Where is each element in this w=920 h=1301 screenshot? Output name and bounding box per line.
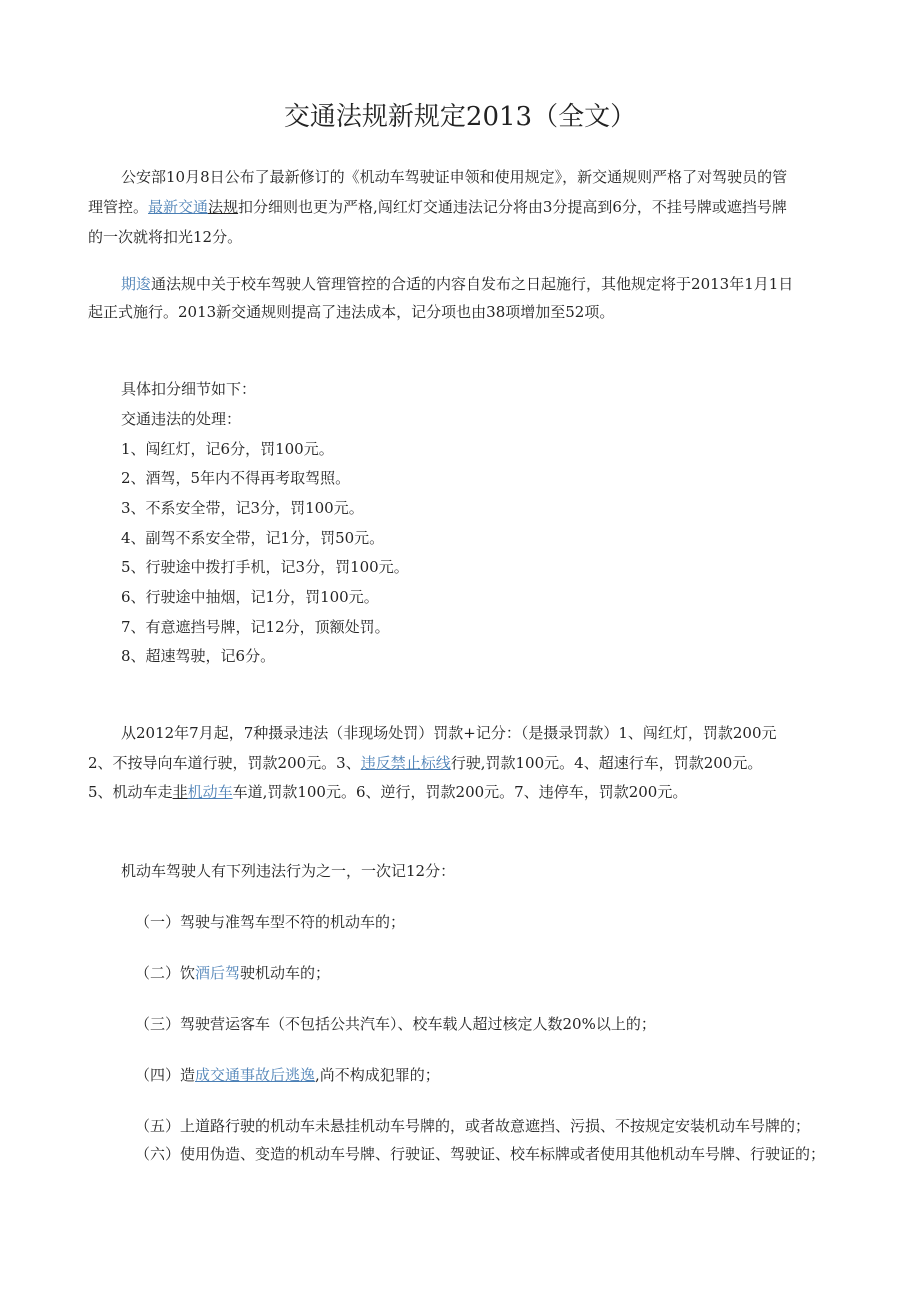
list-item: 7、有意遮挡号牌，记12分，顶额处罚。 <box>121 618 390 636</box>
list-item: （一）驾驶与准驾车型不符的机动车的； <box>135 913 406 931</box>
paragraph-3-line-2 <box>88 752 762 774</box>
paragraph-3-text: 2、不按导向车道行驶，罚款200元。3、 <box>88 754 361 772</box>
latest-traffic-link[interactable]: 最新交通 <box>148 198 209 216</box>
twelve-points-intro: 机动车驾驶人有下列违法行为之一，一次记12分： <box>121 862 456 880</box>
list-item: 1、闯红灯，记6分，罚100元。 <box>121 440 334 458</box>
list-item: 2、酒驾，5年内不得再考取驾照。 <box>121 469 351 487</box>
motor-vehicle-link[interactable]: 机动车 <box>187 783 233 801</box>
item-2-text: （二）饮 <box>135 964 196 982</box>
paragraph-1-text: 理管控。 <box>88 198 149 216</box>
paragraph-3-line-1: 从2012年7月起，7种摄录违法（非现场处罚）罚款+记分：（是摄录罚款）1、闯红灯，罚款200元 <box>121 724 777 742</box>
paragraph-3-text-3: 车道,罚款100元。6、逆行，罚款200元。7、违停车，罚款200元。 <box>232 783 688 801</box>
list-item <box>135 1064 440 1086</box>
list-item: 8、超速驾驶，记6分。 <box>121 647 276 665</box>
regulation-underlined-text: 法规 <box>208 198 239 216</box>
violation-handling-heading: 交通违法的处理： <box>121 410 242 428</box>
list-item: （六）使用伪造、变造的机动车号牌、行驶证、驾驶证、校车标牌或者使用其他机动车号牌、行驶证的； <box>135 1145 826 1163</box>
paragraph-2-text: 通法规中关于校车驾驶人管理管控的合适的内容自发布之日起施行，其他规定将于2013年1月1日 <box>151 275 794 293</box>
item-4-text-cont: ,尚不构成犯罪的； <box>315 1066 440 1084</box>
list-item: （三）驾驶营运客车（不包括公共汽车）、校车载人超过核定人数20%以上的； <box>135 1015 656 1033</box>
paragraph-3-text-cont: 行驶,罚款100元。4、超速行车，罚款200元。 <box>450 754 763 772</box>
list-item: （五）上道路行驶的机动车未悬挂机动车号牌的，或者故意遮挡、污损、不按规定安装机动车号牌的； <box>135 1117 811 1135</box>
item-2-text-cont: 驶机动车的； <box>240 964 331 982</box>
paragraph-1-line-2 <box>88 196 787 218</box>
list-item <box>135 962 330 984</box>
document-title: 交通法规新规定2013（全文） <box>283 102 637 132</box>
paragraph-1-line-3: 的一次就将扣光12分。 <box>88 228 243 246</box>
paragraph-2-line-2: 起正式施行。2013新交通规则提高了违法成本，记分项也由38项增加至52项。 <box>88 303 615 321</box>
list-item: 6、行驶途中抽烟，记1分，罚100元。 <box>121 588 379 606</box>
non-underlined-text: 非 <box>172 783 188 801</box>
drunk-driving-link[interactable]: 酒后驾 <box>195 964 241 982</box>
paragraph-1-line-1: 公安部10月8日公布了最新修订的《机动车驾驶证申领和使用规定》，新交通规则严格了对驾驶员的管 <box>121 168 788 186</box>
paragraph-3-line-3 <box>88 781 687 803</box>
hit-and-run-link[interactable]: 成交通事故后逃逸 <box>195 1066 316 1084</box>
paragraph-3-text-2: 5、机动车走 <box>88 783 173 801</box>
list-item: 5、行驶途中拨打手机，记3分，罚100元。 <box>121 558 409 576</box>
list-item: 3、不系安全带，记3分，罚100元。 <box>121 499 364 517</box>
item-4-text: （四）造 <box>135 1066 196 1084</box>
paragraph-1-text-cont: 扣分细则也更为严格,闯红灯交通违法记分将由3分提高到6分，不挂号牌或遮挡号牌 <box>238 198 787 216</box>
paragraph-2-line-1 <box>121 273 793 295</box>
prohibited-marking-link[interactable]: 违反禁止标线 <box>360 754 451 772</box>
period-link[interactable]: 期逡 <box>121 275 152 293</box>
list-item: 4、副驾不系安全带，记1分，罚50元。 <box>121 529 385 547</box>
deduction-details-intro: 具体扣分细节如下： <box>121 380 257 398</box>
